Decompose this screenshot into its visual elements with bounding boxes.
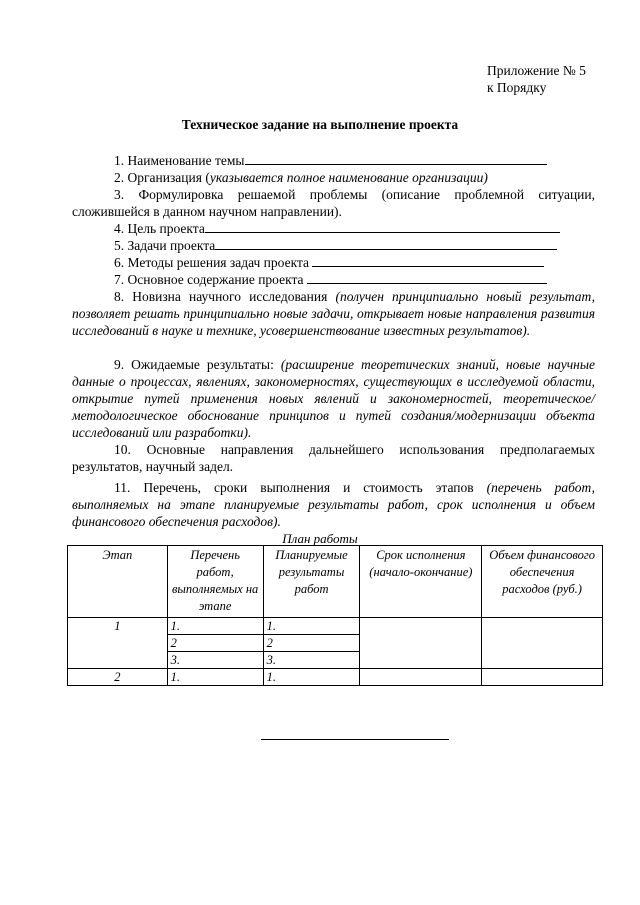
item-1 [114, 152, 547, 169]
annex-label [487, 62, 586, 96]
item-9-label: 9. Ожидаемые результаты: [114, 357, 281, 372]
item-5-blank [215, 237, 557, 250]
item-1-label: 1. Наименование темы [114, 153, 245, 168]
works-cell: 1. [167, 669, 263, 686]
results-cell: 3. [263, 652, 360, 669]
item-11-label: 11. Перечень, сроки выполнения и стоимость этапов [114, 480, 487, 495]
item-8 [72, 288, 595, 339]
stage-cell: 1 [68, 618, 168, 669]
header-results: Планируемые результаты работ [263, 546, 360, 618]
closing-rule [261, 739, 449, 740]
table-row [68, 669, 603, 686]
item-1-blank [245, 152, 547, 165]
item-7 [114, 271, 547, 288]
item-2 [114, 169, 488, 186]
item-3: 3. Формулировка решаемой проблемы (описание проблемной ситуации, сложившейся в данном научном направлении). [72, 187, 595, 219]
item-11 [72, 479, 595, 530]
item-4 [114, 220, 560, 237]
item-11-note: (перечень работ, выполняемых на этапе планируемые результаты работ, срок исполнения и объем финансового обеспечения расходов). [72, 480, 595, 529]
item-2-label: 2. Организация ( [114, 170, 210, 185]
item-6-blank [312, 254, 544, 267]
table-row [68, 618, 603, 635]
results-cell: 1. [263, 669, 360, 686]
item-8-note: (получен принципиально новый результат, позволяет решать принципиально новые задачи, открывает новые направления развития исследований в науке и технике, усовершенствование известных результатов). [72, 289, 595, 338]
item-8-label: 8. Новизна научного исследования [114, 289, 336, 304]
annex-line-2: к Порядку [487, 80, 547, 95]
header-works: Перечень работ, выполняемых на этапе [167, 546, 263, 618]
results-cell: 1. [263, 618, 360, 635]
item-9 [72, 356, 595, 441]
item-7-blank [307, 271, 547, 284]
header-deadline: Срок исполнения (начало-окончание) [360, 546, 482, 618]
deadline-cell [360, 669, 482, 686]
item-5 [114, 237, 557, 254]
stage-cell: 2 [68, 669, 168, 686]
document-title: Техническое задание на выполнение проекта [181, 117, 459, 132]
item-10: 10. Основные направления дальнейшего использования предполагаемых результатов, научный задел. [72, 442, 595, 474]
works-cell: 3. [167, 652, 263, 669]
table-caption: План работы [282, 531, 358, 546]
item-6-label: 6. Методы решения задач проекта [114, 255, 310, 270]
deadline-cell [360, 618, 482, 669]
item-4-blank [205, 220, 560, 233]
item-4-label: 4. Цель проекта [114, 221, 205, 236]
funding-cell [482, 618, 603, 669]
works-cell: 2 [167, 635, 263, 652]
works-cell: 1. [167, 618, 263, 635]
item-6 [114, 254, 544, 271]
item-7-label: 7. Основное содержание проекта [114, 272, 304, 287]
work-plan-table [67, 545, 603, 686]
results-cell: 2 [263, 635, 360, 652]
item-5-label: 5. Задачи проекта [114, 238, 216, 253]
item-2-note: указывается полное наименование организации) [209, 170, 488, 185]
item-9-note: (расширение теоретических знаний, новые научные данные о процессах, явлениях, закономерностях, существующих в исследуемой области, открытие путей применения новых явлений и закономерностей, теоретическое/ методологическое обоснование принципов и путей создания/модернизации объекта исследований или разработки). [72, 357, 595, 440]
table-header-row [68, 546, 603, 618]
funding-cell [482, 669, 603, 686]
header-stage: Этап [68, 546, 168, 618]
header-funding: Объем финансового обеспечения расходов (руб.) [482, 546, 603, 618]
annex-line-1: Приложение № 5 [487, 63, 586, 78]
